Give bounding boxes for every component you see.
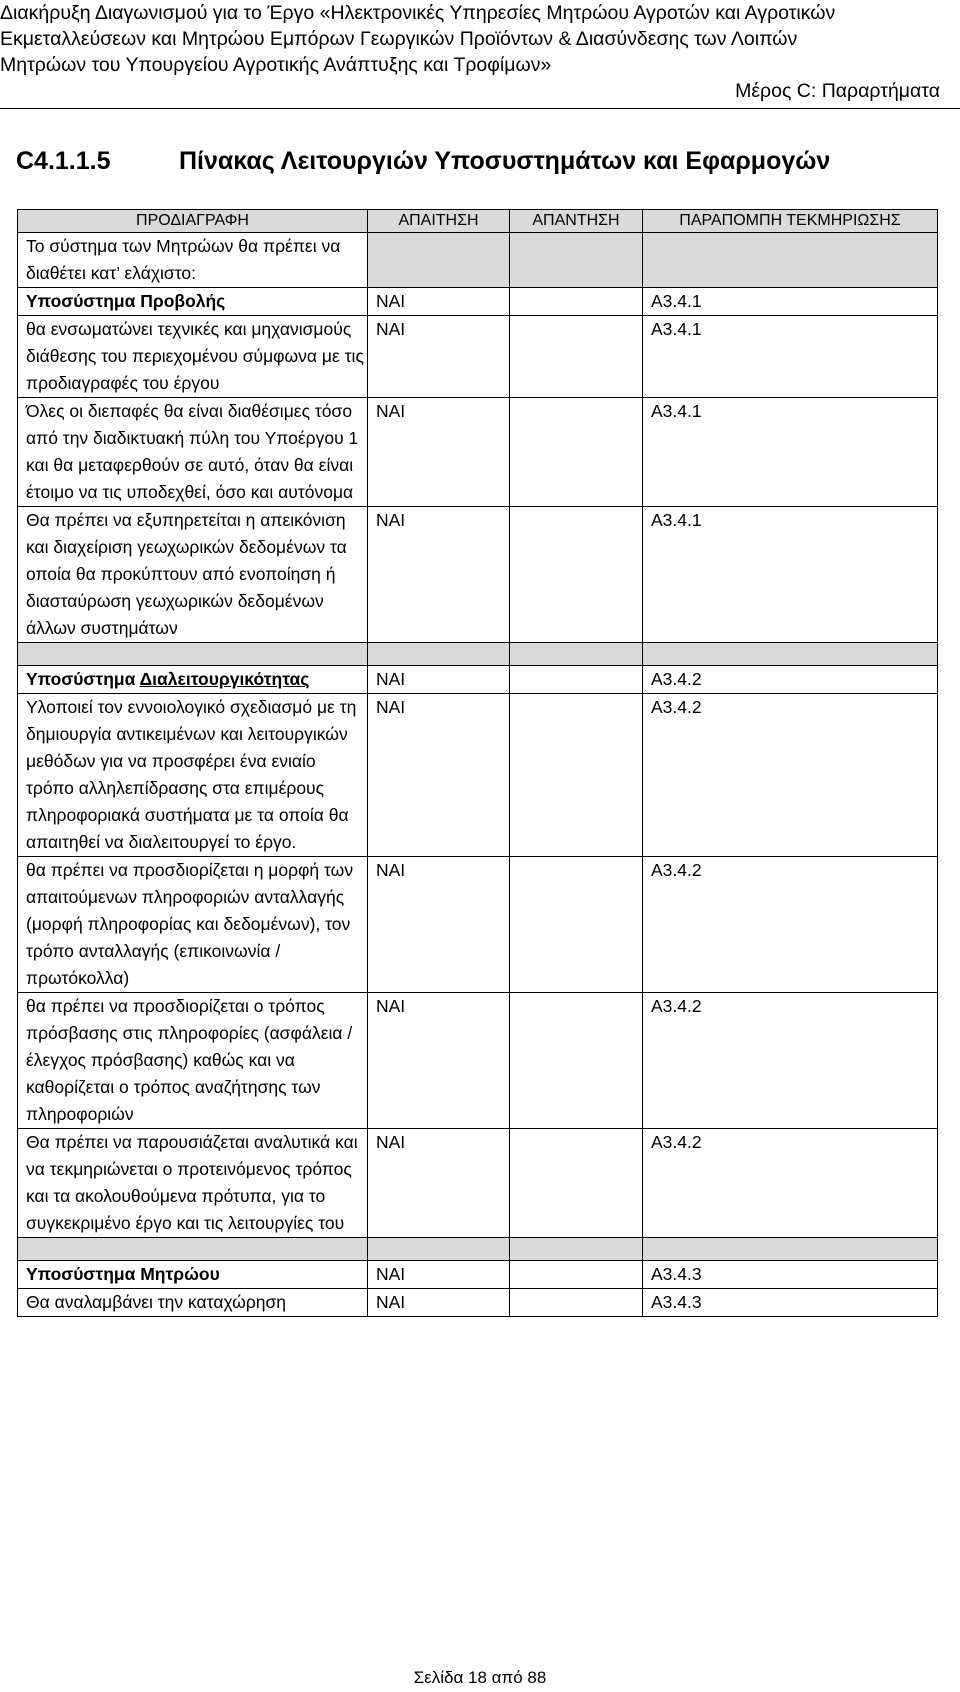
response-cell[interactable]: [510, 666, 643, 694]
table-row: [18, 398, 938, 507]
spec-cell: Θα πρέπει να εξυπηρετείται η απεικόνιση και διαχείριση γεωχωρικών δεδομένων τα οποία θα προκύπτουν από ενοποίηση ή διασταύρωση γεωχωρικών δεδομένων άλλων συστημάτων: [18, 507, 368, 643]
response-cell[interactable]: [510, 1289, 643, 1317]
response-cell[interactable]: [510, 316, 643, 398]
column-header: ΠΑΡΑΠΟΜΠΗ ΤΕΚΜΗΡΙΩΣΗΣ: [643, 210, 938, 233]
table-row: [18, 666, 938, 694]
response-cell[interactable]: [510, 398, 643, 507]
table-row: [18, 993, 938, 1129]
spec-cell: Υποσύστημα Διαλειτουργικότητας: [18, 666, 368, 694]
table-row: [18, 694, 938, 857]
requirement-cell: ΝΑΙ: [368, 1261, 510, 1289]
table-row: [18, 316, 938, 398]
table-header-row: [18, 210, 938, 233]
spec-cell: θα πρέπει να προσδιορίζεται η μορφή των απαιτούμενων πληροφοριών ανταλλαγής (μορφή πληροφορίας και δεδομένων), τον τρόπο ανταλλαγής (επικοινωνία / πρωτόκολλα): [18, 857, 368, 993]
reference-cell: Α3.4.2: [643, 666, 938, 694]
header-line: Μητρώων του Υπουργείου Αγροτικής Ανάπτυξης και Τροφίμων»: [0, 54, 552, 76]
spec-table: [17, 209, 938, 1317]
response-cell[interactable]: [510, 857, 643, 993]
document-header: [0, 0, 960, 109]
reference-cell: Α3.4.1: [643, 398, 938, 507]
reference-cell: Α3.4.1: [643, 507, 938, 643]
response-cell[interactable]: [510, 288, 643, 316]
requirement-cell: ΝΑΙ: [368, 666, 510, 694]
reference-cell: Α3.4.2: [643, 857, 938, 993]
reference-cell: Α3.4.2: [643, 694, 938, 857]
requirement-cell: ΝΑΙ: [368, 1129, 510, 1238]
spec-cell: Υλοποιεί τον εννοιολογικό σχεδιασμό με τη δημιουργία αντικειμένων και λειτουργικών μεθόδων για να προσφέρει ένα ενιαίο τρόπο αλληλεπίδρασης στα επιμέρους πληροφοριακά συστήματα με τα οποία θα απαιτηθεί να διαλειτουργεί το έργο.: [18, 694, 368, 857]
spec-cell: Θα πρέπει να παρουσιάζεται αναλυτικά και να τεκμηριώνεται ο προτεινόμενος τρόπος και τα ακολουθούμενα πρότυπα, για το συγκεκριμένο έργο και τις λειτουργίες του: [18, 1129, 368, 1238]
table-row: [18, 857, 938, 993]
response-cell[interactable]: [510, 993, 643, 1129]
requirement-cell: ΝΑΙ: [368, 694, 510, 857]
requirement-cell: ΝΑΙ: [368, 507, 510, 643]
reference-cell: Α3.4.1: [643, 316, 938, 398]
reference-cell: Α3.4.2: [643, 993, 938, 1129]
reference-cell: Α3.4.3: [643, 1289, 938, 1317]
spec-cell: θα πρέπει να προσδιορίζεται ο τρόπος πρόσβασης στις πληροφορίες (ασφάλεια / έλεγχος πρόσβασης) καθώς και να καθορίζεται ο τρόπος αναζήτησης των πληροφοριών: [18, 993, 368, 1129]
header-line: Εκμεταλλεύσεων και Μητρώου Εμπόρων Γεωργικών Προϊόντων & Διασύνδεσης των Λοιπών: [0, 28, 798, 50]
reference-cell: Α3.4.2: [643, 1129, 938, 1238]
reference-cell: Α3.4.3: [643, 1261, 938, 1289]
table-row: [18, 1129, 938, 1238]
table-row: [18, 1289, 938, 1317]
table-row: [18, 233, 938, 288]
response-cell[interactable]: [510, 1261, 643, 1289]
underlined-term: Διαλειτουργικότητας: [139, 669, 310, 689]
requirement-cell: ΝΑΙ: [368, 398, 510, 507]
spec-cell: Υποσύστημα Προβολής: [18, 288, 368, 316]
table-row: [18, 288, 938, 316]
spec-cell: θα ενσωματώνει τεχνικές και μηχανισμούς διάθεσης του περιεχομένου σύμφωνα με τις προδιαγραφές του έργου: [18, 316, 368, 398]
reference-cell: Α3.4.1: [643, 288, 938, 316]
requirement-cell: ΝΑΙ: [368, 1289, 510, 1317]
intro-cell: Το σύστημα των Μητρώων θα πρέπει να διαθέτει κατ’ ελάχιστο:: [18, 233, 368, 288]
column-header: ΑΠΑΝΤΗΣΗ: [510, 210, 643, 233]
spacer-row: [18, 1238, 938, 1261]
section-heading: [16, 146, 944, 176]
requirement-cell: ΝΑΙ: [368, 857, 510, 993]
spec-cell: Υποσύστημα Μητρώου: [18, 1261, 368, 1289]
response-cell[interactable]: [510, 507, 643, 643]
response-cell[interactable]: [510, 694, 643, 857]
section-title: Πίνακας Λειτουργιών Υποσυστημάτων και Εφαρμογών: [179, 147, 831, 175]
spacer-row: [18, 643, 938, 666]
column-header: ΠΡΟΔΙΑΓΡΑΦΗ: [18, 210, 368, 233]
requirement-cell: ΝΑΙ: [368, 316, 510, 398]
page-footer: Σελίδα 18 από 88: [413, 1668, 547, 1687]
header-part: Μέρος C: Παραρτήματα: [735, 80, 940, 102]
column-header: ΑΠΑΙΤΗΣΗ: [368, 210, 510, 233]
requirement-cell: ΝΑΙ: [368, 288, 510, 316]
section-number: C4.1.1.5: [16, 147, 111, 175]
table-row: [18, 1261, 938, 1289]
response-cell[interactable]: [510, 1129, 643, 1238]
spec-cell: Όλες οι διεπαφές θα είναι διαθέσιμες τόσο από την διαδικτυακή πύλη του Υποέργου 1 και θα μεταφερθούν σε αυτό, όταν θα είναι έτοιμο να τις υποδεχθεί, όσο και αυτόνομα: [18, 398, 368, 507]
header-line: Διακήρυξη Διαγωνισμού για το Έργο «Ηλεκτρονικές Υπηρεσίες Μητρώου Αγροτών και Αγροτικών: [0, 2, 836, 24]
requirement-cell: ΝΑΙ: [368, 993, 510, 1129]
table-row: [18, 507, 938, 643]
spec-cell: Θα αναλαμβάνει την καταχώρηση: [18, 1289, 368, 1317]
